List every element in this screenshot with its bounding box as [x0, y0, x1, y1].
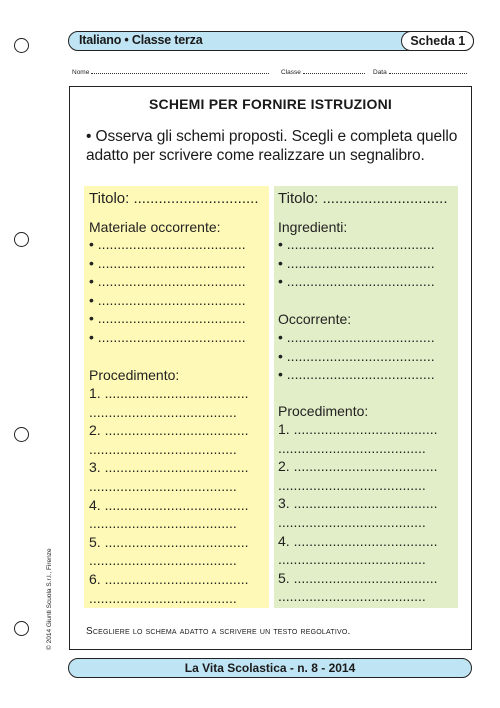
class-field	[281, 67, 365, 76]
right-title-line: Titolo: ..............................	[278, 190, 448, 207]
left-procedure-line: 5. .....................................	[89, 533, 249, 550]
right-procedure-label: Procedimento:	[278, 403, 369, 419]
instruction-text: • Osserva gli schemi proposti. Scegli e completa quello adatto per scrivere come realizzare un segnalibro.	[86, 128, 458, 164]
left-procedure-line: ......................................	[89, 478, 237, 494]
sheet-tab: Scheda 1	[401, 31, 474, 51]
right-procedure-line: 3. .....................................	[278, 495, 438, 512]
left-procedure-line: 2. .....................................	[89, 422, 249, 439]
right-ingredients-item: • ......................................	[278, 254, 435, 271]
left-materials-item: • ......................................	[89, 329, 246, 345]
date-field	[373, 67, 467, 76]
name-field	[72, 67, 269, 76]
right-procedure-line: 2. .....................................	[278, 458, 438, 475]
binder-hole-3	[14, 427, 29, 442]
right-procedure-line: ......................................	[278, 476, 426, 493]
right-needed-item: • ......................................	[278, 366, 435, 383]
class-label: Classe	[281, 69, 301, 76]
left-materials-item: • ......................................	[89, 254, 246, 271]
right-ingredients-label: Ingredienti:	[278, 219, 348, 235]
name-label: Nome	[72, 69, 90, 76]
footnote: Scegliere lo schema adatto a scrivere un testo regolativo.	[86, 626, 351, 637]
right-ingredients-item: • ......................................	[278, 273, 435, 290]
class-dots	[303, 67, 365, 74]
left-procedure-line: ......................................	[89, 589, 237, 606]
left-title-line: Titolo: ..............................	[89, 190, 259, 207]
name-dots	[91, 67, 269, 74]
left-materials-item: • ......................................	[89, 291, 246, 308]
right-procedure-line: ......................................	[278, 588, 426, 605]
binder-hole-2	[14, 232, 29, 247]
right-procedure-line: 1. .....................................	[278, 421, 438, 437]
right-procedure-line: ......................................	[278, 439, 426, 456]
right-ingredients-item: • ......................................	[278, 236, 435, 252]
left-materials-label: Materiale occorrente:	[89, 219, 221, 235]
left-materials-item: • ......................................	[89, 273, 246, 290]
copyright-notice: © 2014 Giunti Scuola S.r.l., Firenze	[46, 548, 53, 650]
left-procedure-line: 3. .....................................	[89, 459, 249, 476]
date-dots	[389, 67, 467, 74]
left-procedure-line: 1. .....................................	[89, 385, 249, 401]
right-needed-label: Occorrente:	[278, 311, 352, 327]
right-needed-item: • ......................................	[278, 347, 435, 364]
header-bar	[68, 31, 474, 51]
right-needed-item: • ......................................	[278, 329, 435, 345]
left-procedure-label: Procedimento:	[89, 367, 180, 383]
binder-hole-4	[14, 621, 29, 636]
left-procedure-line: 4. .....................................	[89, 496, 249, 513]
right-procedure-line: 5. .....................................	[278, 569, 438, 586]
subject-label: Italiano • Classe terza	[79, 33, 203, 47]
left-procedure-line: ......................................	[89, 403, 237, 420]
left-procedure-line: ......................................	[89, 440, 237, 457]
right-procedure-line: ......................................	[278, 551, 426, 568]
right-procedure-line: ......................................	[278, 514, 426, 530]
binder-hole-1	[14, 38, 29, 53]
footer-bar: La Vita Scolastica - n. 8 - 2014	[68, 658, 472, 678]
left-procedure-line: ......................................	[89, 552, 237, 569]
page-title: SCHEMI PER FORNIRE ISTRUZIONI	[148, 96, 393, 112]
left-materials-item: • ......................................	[89, 236, 246, 252]
left-procedure-line: 6. .....................................	[89, 571, 249, 587]
left-procedure-line: ......................................	[89, 515, 237, 532]
left-materials-item: • ......................................	[89, 310, 246, 327]
date-label: Data	[373, 69, 387, 76]
right-procedure-line: 4. .....................................	[278, 532, 438, 549]
